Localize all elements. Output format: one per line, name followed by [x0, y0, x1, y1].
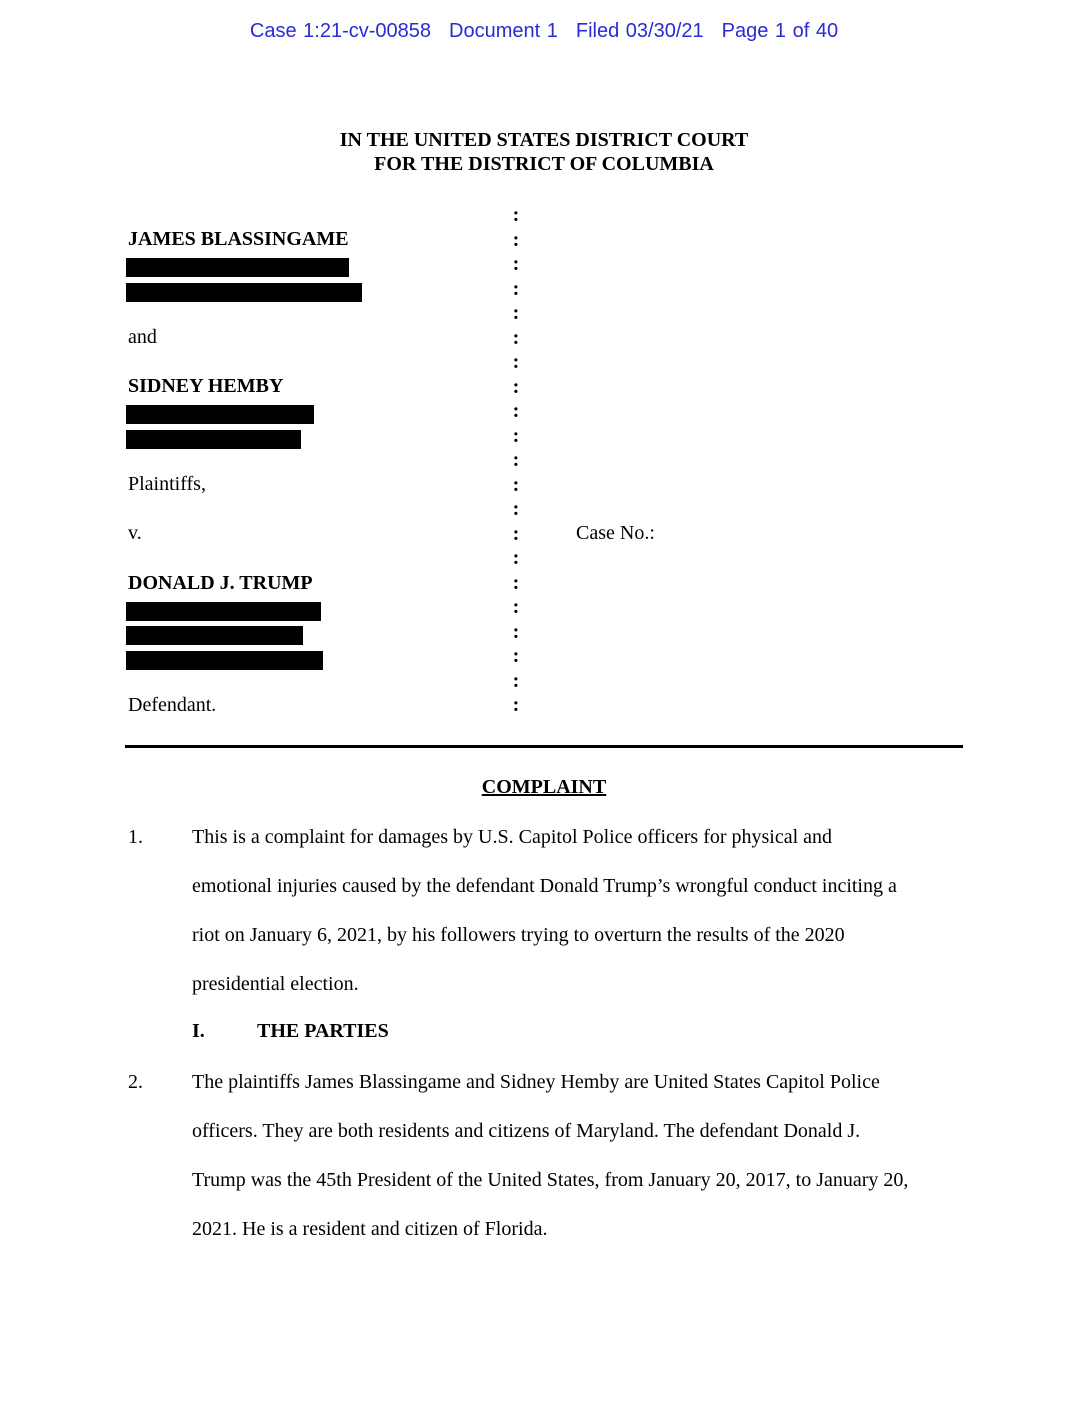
caption-divider — [125, 745, 963, 748]
caption-separator: : — [512, 204, 520, 226]
stamp-case-number: Case 1:21-cv-00858 — [249, 20, 432, 42]
court-heading — [0, 128, 1088, 176]
filing-stamp — [0, 20, 1088, 43]
caption-separator: : — [512, 523, 520, 545]
plaintiff-2-name: SIDNEY HEMBY — [128, 375, 284, 397]
caption-separator: : — [512, 302, 520, 324]
caption-separator: : — [512, 376, 520, 398]
caption-separator: : — [512, 694, 520, 716]
stamp-filed-date: Filed 03/30/21 — [575, 20, 704, 42]
caption-separator: : — [512, 229, 520, 251]
caption-separator: : — [512, 449, 520, 471]
paragraph-line: presidential election. — [192, 973, 359, 995]
stamp-document: Document 1 — [449, 20, 558, 42]
redaction-bar — [126, 405, 314, 424]
versus-label: v. — [128, 522, 142, 544]
case-number-label: Case No.: — [576, 522, 655, 544]
paragraph-number: 2. — [128, 1071, 143, 1093]
caption-separator: : — [512, 670, 520, 692]
caption-separator: : — [512, 351, 520, 373]
plaintiff-1-name: JAMES BLASSINGAME — [128, 228, 349, 250]
caption-and: and — [128, 326, 157, 348]
section-number: I. — [192, 1020, 205, 1042]
redaction-bar — [126, 430, 301, 449]
caption-separator: : — [512, 327, 520, 349]
paragraph-line: riot on January 6, 2021, by his followers trying to overturn the results of the 2020 — [192, 924, 845, 946]
paragraph-line: Trump was the 45th President of the United States, from January 20, 2017, to January 20, — [192, 1169, 909, 1191]
paragraph-line: The plaintiffs James Blassingame and Sidney Hemby are United States Capitol Police — [192, 1071, 880, 1093]
stamp-page: Page 1 of 40 — [721, 20, 839, 42]
court-line-1: IN THE UNITED STATES DISTRICT COURT — [339, 129, 749, 151]
paragraph-line: This is a complaint for damages by U.S. Capitol Police officers for physical and — [192, 826, 833, 848]
plaintiffs-label: Plaintiffs, — [128, 473, 206, 495]
caption-separator: : — [512, 572, 520, 594]
redaction-bar — [126, 651, 323, 670]
caption-separator: : — [512, 596, 520, 618]
document-title: COMPLAINT — [481, 776, 607, 798]
redaction-bar — [126, 626, 303, 645]
caption-separator: : — [512, 278, 520, 300]
paragraph-line: officers. They are both residents and citizens of Maryland. The defendant Donald J. — [192, 1120, 861, 1142]
defendant-name: DONALD J. TRUMP — [128, 572, 313, 594]
paragraph-line: emotional injuries caused by the defendant Donald Trump’s wrongful conduct inciting a — [192, 875, 897, 897]
redaction-bar — [126, 283, 362, 302]
caption-separator: : — [512, 253, 520, 275]
section-heading: THE PARTIES — [257, 1020, 389, 1042]
caption-separator: : — [512, 425, 520, 447]
caption-separator: : — [512, 400, 520, 422]
caption-separator: : — [512, 474, 520, 496]
redaction-bar — [126, 602, 321, 621]
caption-separator: : — [512, 498, 520, 520]
caption-separator: : — [512, 621, 520, 643]
redaction-bar — [126, 258, 349, 277]
caption-separator: : — [512, 645, 520, 667]
court-line-2: FOR THE DISTRICT OF COLUMBIA — [374, 153, 714, 175]
paragraph-number: 1. — [128, 826, 143, 848]
caption-separator: : — [512, 547, 520, 569]
paragraph-line: 2021. He is a resident and citizen of Florida. — [192, 1218, 548, 1240]
defendant-label: Defendant. — [128, 694, 217, 716]
